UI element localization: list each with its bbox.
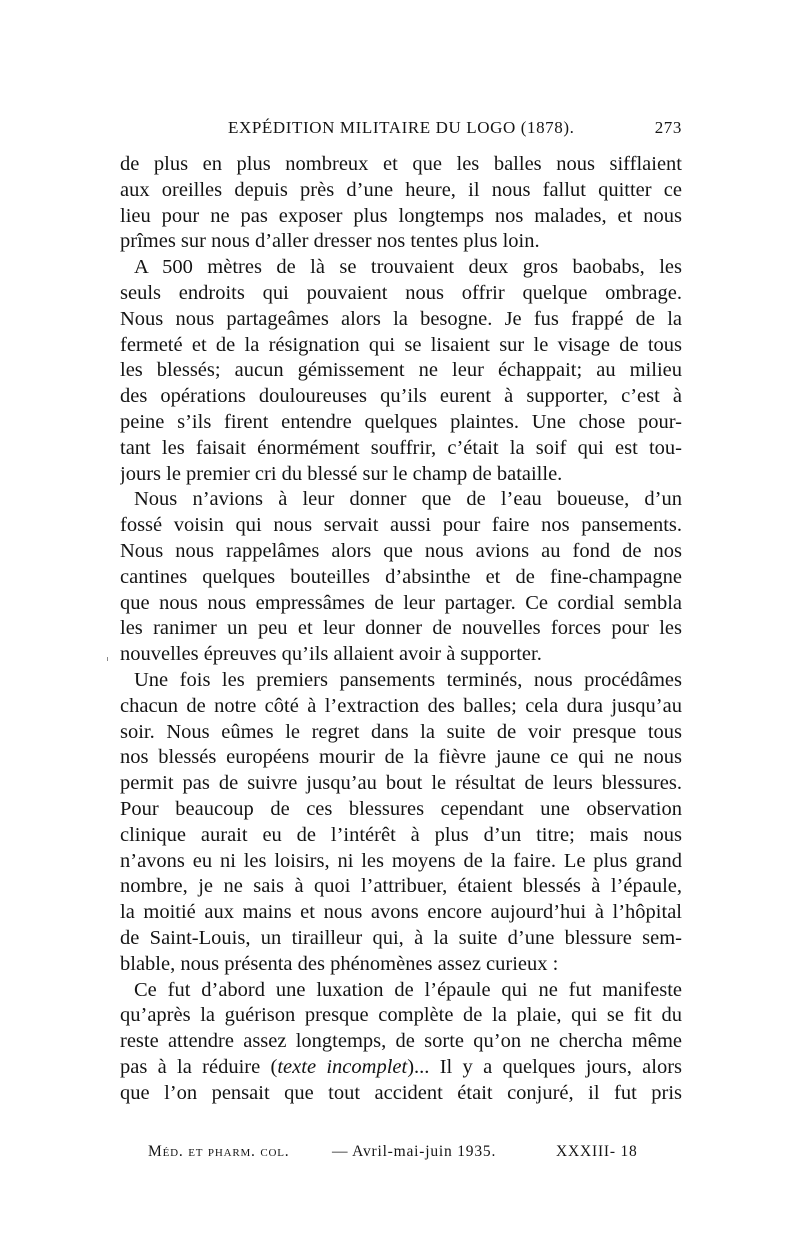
text-line xyxy=(120,1055,682,1081)
body-text xyxy=(120,152,682,1106)
text-line: nos blessés européens mourir de la fièvre jaune ce qui ne nous xyxy=(120,746,682,769)
text-segment: )... Il y a quelques jours, alors xyxy=(407,1055,682,1078)
text-line: Nous nous partageâmes alors la besogne. Je fus frappé de la xyxy=(120,307,682,330)
text-line: reste attendre assez longtemps, de sorte qu’on ne chercha même xyxy=(120,1030,682,1053)
text-line: nombre, je ne sais à quoi l’attribuer, étaient blessés à l’épaule, xyxy=(120,875,682,898)
text-line: soir. Nous eûmes le regret dans la suite de voir presque tous xyxy=(120,720,682,743)
text-line: de plus en plus nombreux et que les balles nous sifflaient xyxy=(120,153,682,175)
text-line: Une fois les premiers pansements terminés, nous procédâmes xyxy=(134,668,682,691)
text-line: Ce fut d’abord une luxation de l’épaule qui ne fut manifeste xyxy=(134,978,682,1001)
text-line: clinique aurait eu de l’intérêt à plus d’un titre; mais nous xyxy=(120,823,682,846)
footer-journal: Méd. et pharm. col. xyxy=(148,1143,290,1160)
text-line: les ranimer un peu et leur donner de nouvelles forces pour les xyxy=(120,617,682,640)
text-line: jours le premier cri du blessé sur le champ de bataille. xyxy=(120,462,563,485)
text-line: Nous nous rappelâmes alors que nous avions au fond de nos xyxy=(120,539,682,562)
text-line: cantines quelques bouteilles d’absinthe et de fine-champagne xyxy=(120,565,682,588)
running-title: EXPÉDITION MILITAIRE DU LOGO (1878). xyxy=(228,118,575,137)
text-line: prîmes sur nous d’aller dresser nos tentes plus loin. xyxy=(120,230,540,253)
text-line: fossé voisin qui nous servait aussi pour faire nos pansements. xyxy=(120,514,682,537)
footer-date: — Avril-mai-juin 1935. xyxy=(332,1143,497,1160)
text-line: la moitié aux mains et nous avons encore aujourd’hui à l’hôpital xyxy=(120,901,682,924)
running-head xyxy=(120,118,682,142)
text-line: des opérations douloureuses qu’ils eurent à supporter, c’est à xyxy=(120,385,682,408)
text-line: n’avons eu ni les loisirs, ni les moyens de la faire. Le plus grand xyxy=(120,849,682,872)
italic-note: texte incomplet xyxy=(277,1055,408,1078)
text-line: chacun de notre côté à l’extraction des balles; cela dura jusqu’au xyxy=(120,694,682,717)
text-line: seuls endroits qui pouvaient nous offrir quelque ombrage. xyxy=(120,281,682,304)
text-line: Pour beaucoup de ces blessures cependant une observation xyxy=(120,797,682,820)
text-line: tant les faisait énormément souffrir, c’était la soif qui est tou- xyxy=(120,436,682,459)
text-line: fermeté et de la résignation qui se lisaient sur le visage de tous xyxy=(120,333,682,356)
page-number: 273 xyxy=(654,118,682,137)
text-line: A 500 mètres de là se trouvaient deux gros baobabs, les xyxy=(134,256,682,279)
text-line: que nous nous empressâmes de leur partager. Ce cordial sembla xyxy=(120,591,682,614)
text-segment: pas à la réduire ( xyxy=(120,1055,278,1078)
page-footer xyxy=(0,1143,800,1167)
text-line: que l’on pensait que tout accident était conjuré, il fut pris xyxy=(120,1081,682,1104)
text-line: qu’après la guérison presque complète de la plaie, qui se fit du xyxy=(120,1004,682,1027)
text-line: les blessés; aucun gémissement ne leur échappait; au milieu xyxy=(120,359,682,382)
footer-signature: XXXIII- 18 xyxy=(556,1143,638,1160)
text-line: nouvelles épreuves qu’ils allaient avoir à supporter. xyxy=(120,643,542,666)
text-line: lieu pour ne pas exposer plus longtemps nos malades, et nous xyxy=(120,204,682,227)
text-line: peine s’ils firent entendre quelques plaintes. Une chose pour- xyxy=(120,410,682,433)
text-line: de Saint-Louis, un tirailleur qui, à la suite d’une blessure sem- xyxy=(120,926,682,949)
text-line: blable, nous présenta des phénomènes assez curieux : xyxy=(120,952,559,975)
text-line: aux oreilles depuis près d’une heure, il nous fallut quitter ce xyxy=(120,178,682,201)
margin-mark xyxy=(107,657,108,661)
text-line: permit pas de suivre jusqu’au bout le résultat de leurs blessures. xyxy=(120,772,682,795)
text-line: Nous n’avions à leur donner que de l’eau boueuse, d’un xyxy=(134,488,682,511)
